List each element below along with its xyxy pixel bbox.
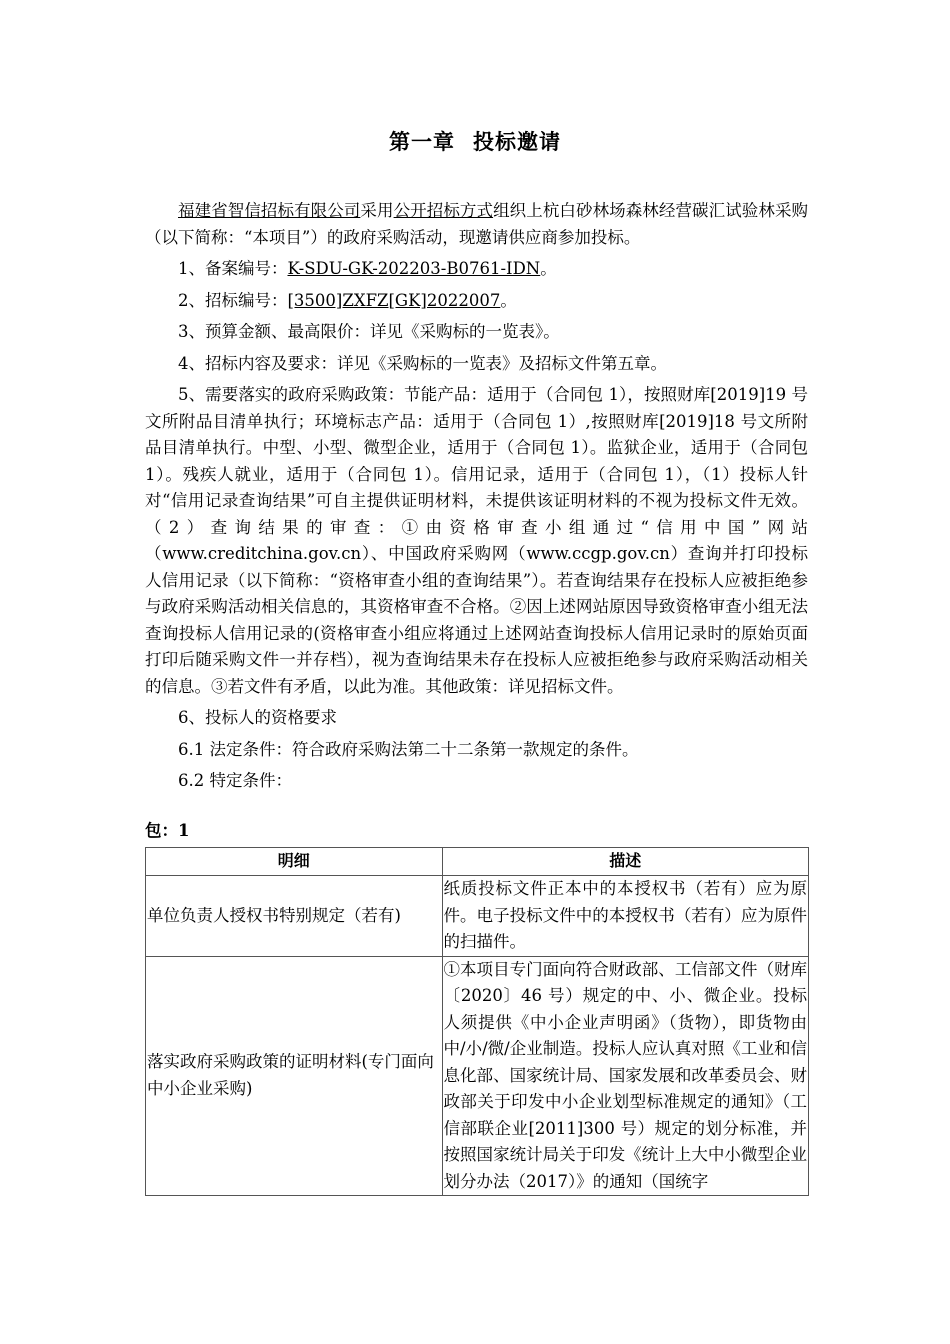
row-description: ①本项目专门面向符合财政部、工信部文件（财库〔2020〕46 号）规定的中、小、微企业。投标人须提供《中小企业声明函》（货物），即货物由中/小/微/企业制造。投标人应认真对照《工业和信息化部、国家统计局、国家发展和改革委员会、财政部关于印发中小企业划型标准规定的通知》（工信部联企业[2011]300 号）规定的划分标准，并按照国家统计局关于印发《统计上大中小微型企业划分办法（2017）》的通知（国统字 xyxy=(442,956,809,1196)
chapter-title xyxy=(0,126,950,156)
qualification-heading: 6、投标人的资格要求 xyxy=(178,708,337,727)
row-detail: 单位负责人授权书特别规定（若有) xyxy=(146,876,443,957)
specific-conditions: 6.2 特定条件： xyxy=(178,771,292,790)
bid-number-item: 2、招标编号：[3500]ZXFZ[GK]2022007。 xyxy=(178,290,517,310)
chapter-number: 第一章 xyxy=(389,130,455,154)
content-item: 4、招标内容及要求：详见《采购标的一览表》及招标文件第五章。 xyxy=(178,353,667,373)
header-detail: 明细 xyxy=(146,848,443,876)
chapter-name: 投标邀请 xyxy=(473,130,561,154)
table-row xyxy=(146,956,809,1196)
record-number-item: 1、备案编号：K-SDU-GK-202203-B0761-IDN。 xyxy=(178,259,557,278)
invitation-body xyxy=(145,198,808,800)
legal-conditions: 6.1 法定条件：符合政府采购法第二十二条第一款规定的条件。 xyxy=(178,739,639,759)
row-detail: 落实政府采购政策的证明材料(专门面向中小企业采购) xyxy=(146,956,443,1196)
bid-number: [3500]ZXFZ[GK]2022007 xyxy=(287,290,501,310)
agency-name: 福建省智信招标有限公司 xyxy=(178,201,361,220)
row-description: 纸质投标文件正本中的本授权书（若有）应为原件。电子投标文件中的本授权书（若有）应为原件的扫描件。 xyxy=(442,876,809,957)
header-description: 描述 xyxy=(442,848,809,876)
table-header-row xyxy=(146,848,809,876)
package-label: 包：1 xyxy=(145,821,190,840)
policy-item: 5、需要落实的政府采购政策：节能产品：适用于（合同包 1），按照财库[2019]19 号文所附品目清单执行；环境标志产品：适用于（合同包 1）,按照财库[2019]18 号文所附品目清单执行。中型、小型、微型企业，适用于（合同包 1）。监狱企业，适用于（合同包 1）。残疾人就业，适用于（合同包 1）。信用记录，适用于（合同包 1），（1）投标人针对“信用记录查询结果”可自主提供证明材料，未提供该证明材料的不视为投标文件无效。（2）查询结果的审查：①由资格审查小组通过“信用中国”网站（www.creditchina.gov.cn）、中国政府采购网（www.ccgp.gov.cn）查询并打印投标人信用记录（以下简称：“资格审查小组的查询结果”）。若查询结果存在投标人应被拒绝参与政府采购活动相关信息的，其资格审查不合格。②因上述网站原因导致资格审查小组无法查询投标人信用记录的(资格审查小组应将通过上述网站查询投标人信用记录时的原始页面打印后随采购文件一并存档），视为查询结果未存在投标人应被拒绝参与政府采购活动相关的信息。③若文件有矛盾，以此为准。其他政策：详见招标文件。 xyxy=(145,385,808,696)
budget-item: 3、预算金额、最高限价：详见《采购标的一览表》。 xyxy=(178,322,560,341)
procurement-method: 公开招标方式 xyxy=(393,201,494,220)
table-row xyxy=(146,876,809,957)
record-number: K-SDU-GK-202203-B0761-IDN xyxy=(287,259,541,278)
requirements-table xyxy=(145,847,809,1196)
intro-paragraph: 福建省智信招标有限公司采用公开招标方式组织上杭白砂林场森林经营碳汇试验林采购（以下简称：“本项目”）的政府采购活动，现邀请供应商参加投标。 xyxy=(145,201,809,247)
